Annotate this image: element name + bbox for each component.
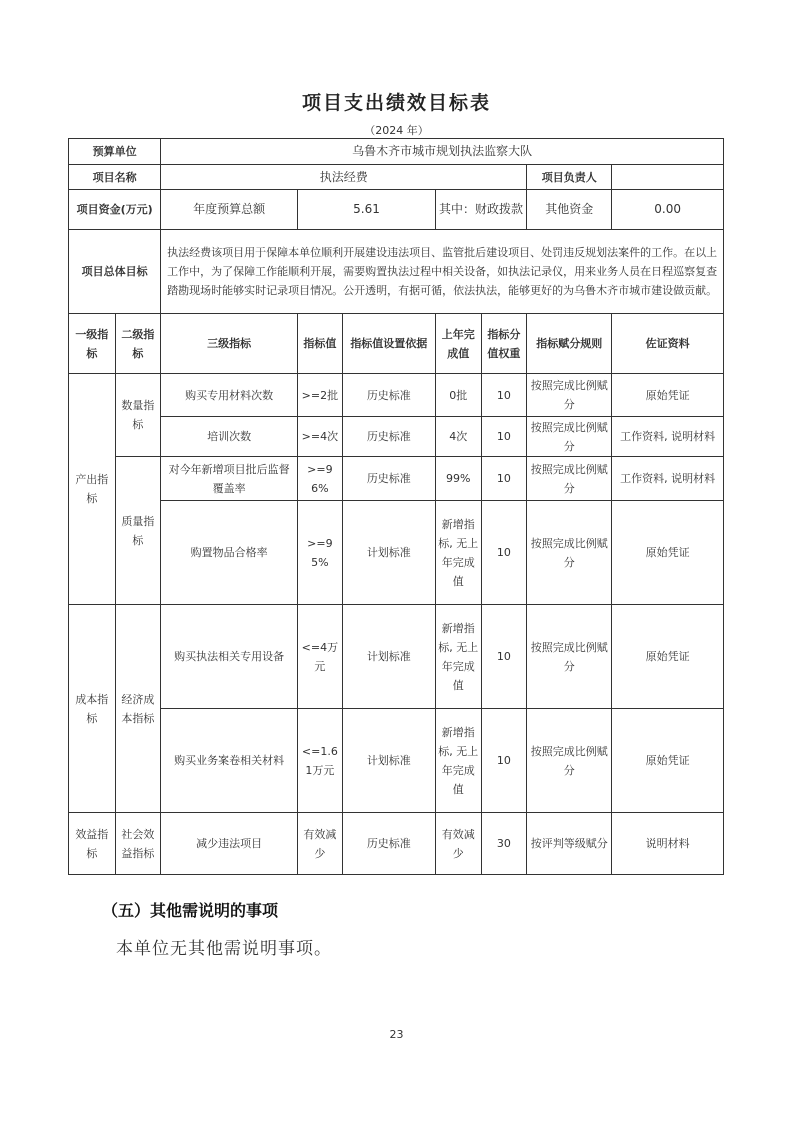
- indicator-weight: 10: [481, 374, 527, 417]
- group-quantity: 数量指标: [115, 374, 161, 457]
- section-text: 本单位无其他需说明事项。: [116, 939, 332, 959]
- year-label: （2024 年）: [364, 124, 429, 137]
- indicator-evidence: 原始凭证: [612, 709, 724, 813]
- indicator-value: >=96%: [298, 457, 343, 501]
- indicator-value: >=4次: [298, 417, 343, 457]
- indicator-value: <=4万元: [298, 605, 343, 709]
- group-output: 产出指标: [69, 374, 116, 605]
- indicator-rule: 按照完成比例赋分: [527, 417, 612, 457]
- col-last: 上年完成值: [435, 314, 481, 374]
- col-weight: 指标分值权重: [481, 314, 527, 374]
- budget-unit-label: 预算单位: [69, 139, 161, 165]
- indicator-name: 培训次数: [161, 417, 298, 457]
- table-row: [69, 417, 724, 457]
- indicator-value: >=2批: [298, 374, 343, 417]
- indicator-value: 有效减少: [298, 813, 343, 875]
- indicator-last: 新增指标, 无上年完成值: [435, 501, 481, 605]
- project-leader-label: 项目负责人: [527, 165, 612, 190]
- indicator-weight: 30: [481, 813, 527, 875]
- indicator-weight: 10: [481, 709, 527, 813]
- indicator-evidence: 说明材料: [612, 813, 724, 875]
- col-rule: 指标赋分规则: [527, 314, 612, 374]
- indicator-name: 购买业务案卷相关材料: [161, 709, 298, 813]
- fiscal-label: 其中：财政拨款: [435, 190, 526, 230]
- indicator-evidence: 原始凭证: [612, 501, 724, 605]
- performance-table: [68, 138, 724, 875]
- indicator-weight: 10: [481, 501, 527, 605]
- annual-total-label: 年度预算总额: [161, 190, 298, 230]
- section-heading: （五）其他需说明的事项: [102, 901, 279, 920]
- indicator-value: >=95%: [298, 501, 343, 605]
- table-row: [69, 605, 724, 709]
- other-label: 其他资金: [527, 190, 612, 230]
- indicator-weight: 10: [481, 605, 527, 709]
- indicator-name: 购买专用材料次数: [161, 374, 298, 417]
- project-leader-value: [612, 165, 724, 190]
- group-quality: 质量指标: [115, 457, 161, 605]
- indicator-value: <=1.61万元: [298, 709, 343, 813]
- indicator-last: 有效减少: [435, 813, 481, 875]
- col-basis: 指标值设置依据: [342, 314, 435, 374]
- goal-text: 执法经费该项目用于保障本单位顺利开展建设违法项目、监管批后建设项目、处罚违反规划法案件的工作。在以上工作中，为了保障工作能顺利开展，需要购置执法过程中相关设备，如执法记录仪，用来业务人员在日程巡察复查踏勘现场时能够实时记录项目情况。公开透明，有据可循，依法执法，能够更好的为乌鲁木齐市城市建设做贡献。: [161, 230, 724, 314]
- indicator-basis: 计划标准: [342, 501, 435, 605]
- page-title: 项目支出绩效目标表: [301, 92, 491, 114]
- indicator-last: 99%: [435, 457, 481, 501]
- table-row: [69, 709, 724, 813]
- indicator-basis: 历史标准: [342, 417, 435, 457]
- indicator-rule: 按照完成比例赋分: [527, 605, 612, 709]
- indicator-basis: 历史标准: [342, 813, 435, 875]
- indicator-rule: 按照完成比例赋分: [527, 457, 612, 501]
- project-name-value: 执法经费: [161, 165, 527, 190]
- indicator-name: 减少违法项目: [161, 813, 298, 875]
- group-social-benefit: 社会效益指标: [115, 813, 161, 875]
- table-row: [69, 813, 724, 875]
- indicator-rule: 按照完成比例赋分: [527, 374, 612, 417]
- col-level2: 二级指标: [115, 314, 161, 374]
- indicator-name: 购买执法相关专用设备: [161, 605, 298, 709]
- table-row: [69, 374, 724, 417]
- page-number: 23: [389, 1028, 404, 1041]
- group-benefit: 效益指标: [69, 813, 116, 875]
- col-value: 指标值: [298, 314, 343, 374]
- indicator-basis: 计划标准: [342, 709, 435, 813]
- col-level1: 一级指标: [69, 314, 116, 374]
- indicator-last: 0批: [435, 374, 481, 417]
- project-name-label: 项目名称: [69, 165, 161, 190]
- indicator-name: 购置物品合格率: [161, 501, 298, 605]
- indicator-evidence: 工作资料, 说明材料: [612, 457, 724, 501]
- indicator-rule: 按照完成比例赋分: [527, 501, 612, 605]
- indicator-rule: 按评判等级赋分: [527, 813, 612, 875]
- indicator-evidence: 原始凭证: [612, 605, 724, 709]
- fund-label: 项目资金(万元): [69, 190, 161, 230]
- indicator-last: 新增指标, 无上年完成值: [435, 605, 481, 709]
- indicator-weight: 10: [481, 417, 527, 457]
- col-level3: 三级指标: [161, 314, 298, 374]
- col-evidence: 佐证资料: [612, 314, 724, 374]
- annual-total-value: 5.61: [298, 190, 436, 230]
- other-value: 0.00: [612, 190, 724, 230]
- goal-label: 项目总体目标: [69, 230, 161, 314]
- indicator-evidence: 工作资料, 说明材料: [612, 417, 724, 457]
- table-row: [69, 501, 724, 605]
- indicator-last: 新增指标, 无上年完成值: [435, 709, 481, 813]
- table-row: [69, 457, 724, 501]
- indicator-basis: 历史标准: [342, 374, 435, 417]
- indicator-last: 4次: [435, 417, 481, 457]
- indicator-rule: 按照完成比例赋分: [527, 709, 612, 813]
- indicator-name: 对今年新增项目批后监督覆盖率: [161, 457, 298, 501]
- indicator-evidence: 原始凭证: [612, 374, 724, 417]
- indicator-basis: 计划标准: [342, 605, 435, 709]
- indicator-basis: 历史标准: [342, 457, 435, 501]
- budget-unit-value: 乌鲁木齐市城市规划执法监察大队: [161, 139, 724, 165]
- group-econ-cost: 经济成本指标: [115, 605, 161, 813]
- indicator-weight: 10: [481, 457, 527, 501]
- group-cost: 成本指标: [69, 605, 116, 813]
